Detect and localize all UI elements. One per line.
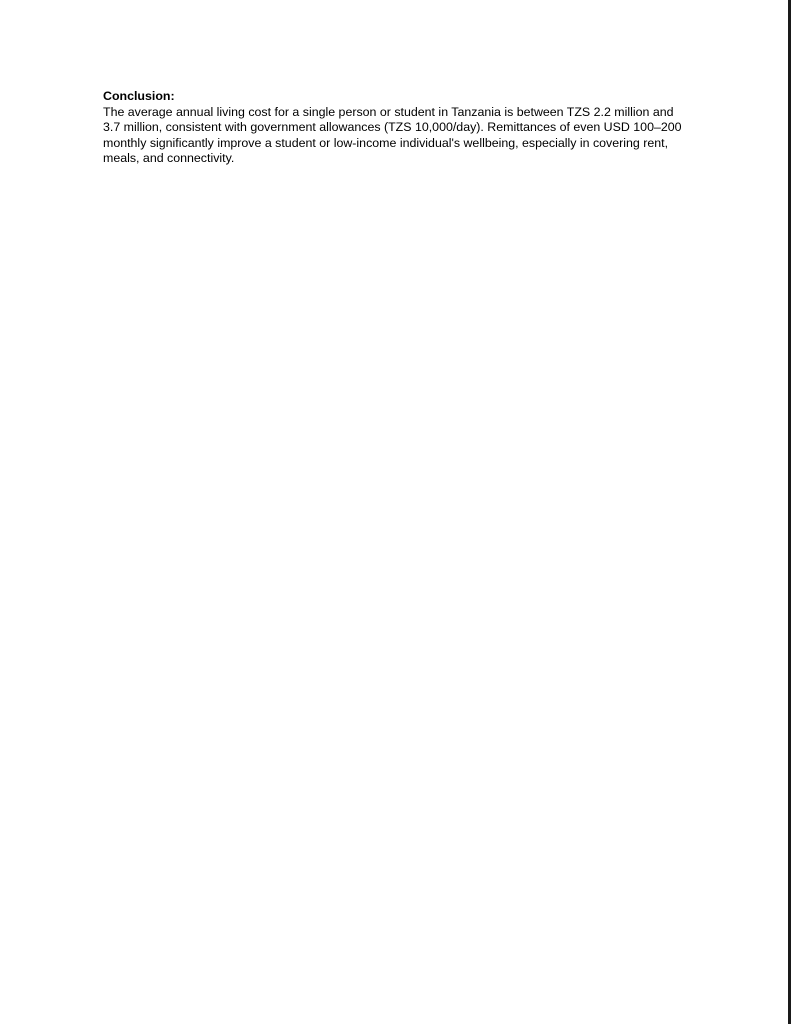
document-content <box>103 89 683 167</box>
section-heading: Conclusion: <box>103 89 175 103</box>
conclusion-paragraph: The average annual living cost for a single person or student in Tanzania is between TZS 2.2 million and 3.7 million, consistent with government allowances (TZS 10,000/day). Remittances of even USD 100–200 monthly significantly improve a student or low-income individual's wellbeing, especially in covering rent, meals, and connectivity. <box>103 104 682 166</box>
